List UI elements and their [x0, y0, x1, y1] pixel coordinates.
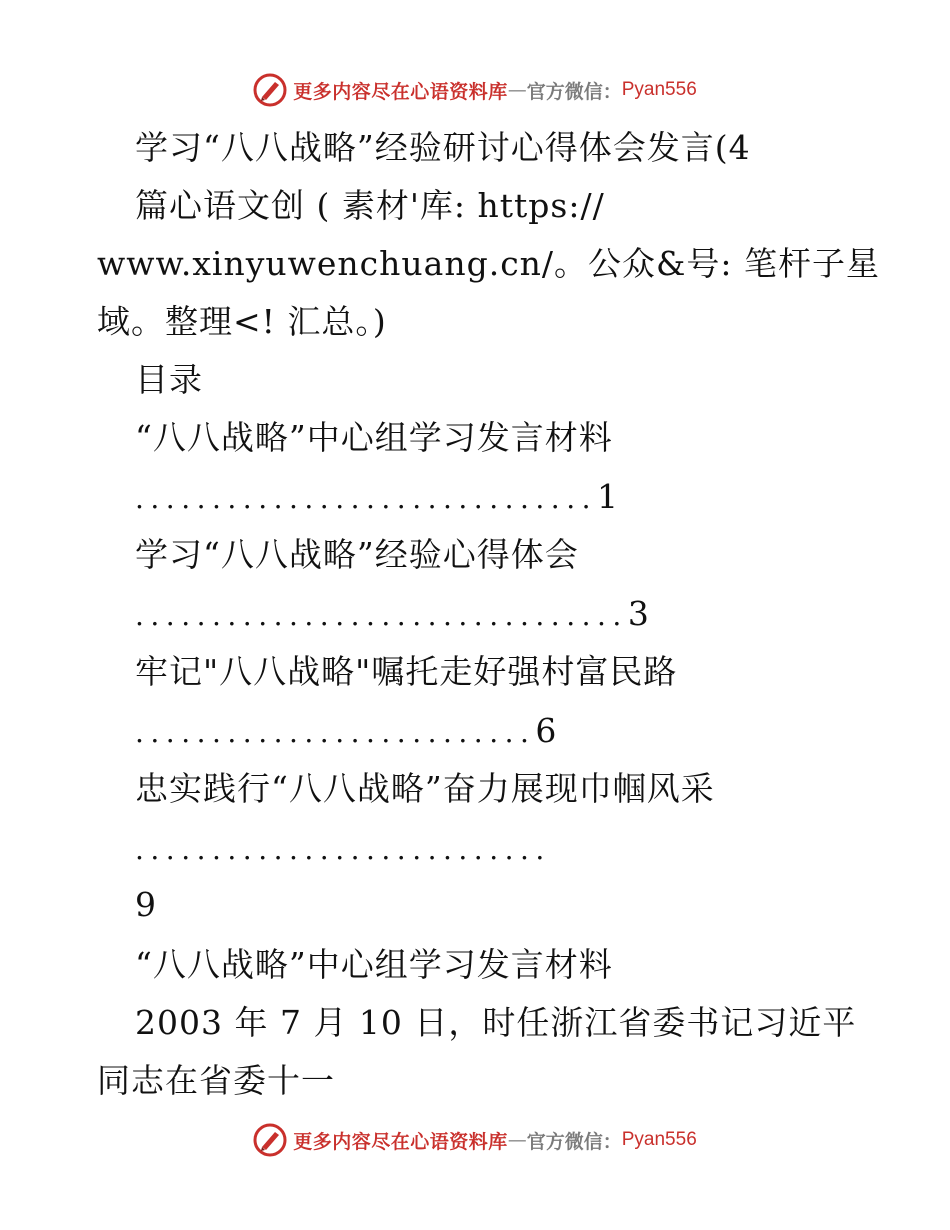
- footer-banner: [0, 1120, 950, 1160]
- toc-dot-leader: ..........................: [135, 716, 536, 749]
- banner-text: 更多内容尽在心语资料库: [293, 1130, 508, 1153]
- toc-item-1-leader: [135, 477, 619, 519]
- toc-item-2-title[interactable]: 学习“八八战略”经验心得体会: [135, 535, 579, 574]
- section-title: “八八战略”中心组学习发言材料: [135, 945, 613, 984]
- toc-item-3-title[interactable]: 牢记"八八战略"嘱托走好强村富民路: [135, 652, 678, 691]
- banner-wechat-label: 官方微信：: [526, 80, 622, 103]
- toc-heading: 目录: [135, 360, 203, 399]
- banner-separator: —: [507, 79, 527, 101]
- toc-dot-leader: ...........................: [135, 833, 551, 866]
- doc-title-line-1: 学习“八八战略”经验研讨心得体会发言(4: [135, 128, 751, 167]
- toc-dot-leader: ..............................: [135, 482, 598, 515]
- toc-item-4-leader: [135, 828, 551, 870]
- header-banner: [0, 70, 950, 110]
- toc-item-4-title[interactable]: 忠实践行“八八战略”奋力展现巾帼风采: [135, 769, 715, 808]
- toc-dot-leader: ................................: [135, 599, 628, 632]
- banner-separator: —: [507, 1129, 527, 1151]
- toc-item-2-leader: [135, 594, 650, 636]
- banner-wechat-id: Pyan556: [621, 1129, 697, 1150]
- paragraph-line-2: 同志在省委十一: [97, 1061, 335, 1100]
- toc-item-4-page: 9: [135, 885, 157, 924]
- paragraph-line-1: 2003 年 7 月 10 日，时任浙江省委书记习近平: [135, 1003, 857, 1042]
- doc-title-line-3: www.xinyuwenchuang.cn/。公众&号: 笔杆子星: [97, 244, 881, 283]
- toc-page-number: 6: [535, 711, 558, 750]
- toc-page-number: 1: [597, 477, 620, 516]
- toc-item-1-title[interactable]: “八八战略”中心组学习发言材料: [135, 418, 613, 457]
- toc-item-3-leader: [135, 711, 557, 753]
- banner-wechat-id: Pyan556: [621, 79, 697, 100]
- doc-title-line-2: 篇心语文创 ( 素材'库: https://: [135, 186, 605, 225]
- banner-wechat-label: 官方微信：: [526, 1130, 622, 1153]
- doc-title-line-4: 域。整理<! 汇总。): [97, 302, 387, 341]
- toc-page-number: 3: [627, 594, 650, 633]
- pen-logo-icon: [253, 73, 287, 107]
- banner-text: 更多内容尽在心语资料库: [293, 80, 508, 103]
- pen-logo-icon: [253, 1123, 287, 1157]
